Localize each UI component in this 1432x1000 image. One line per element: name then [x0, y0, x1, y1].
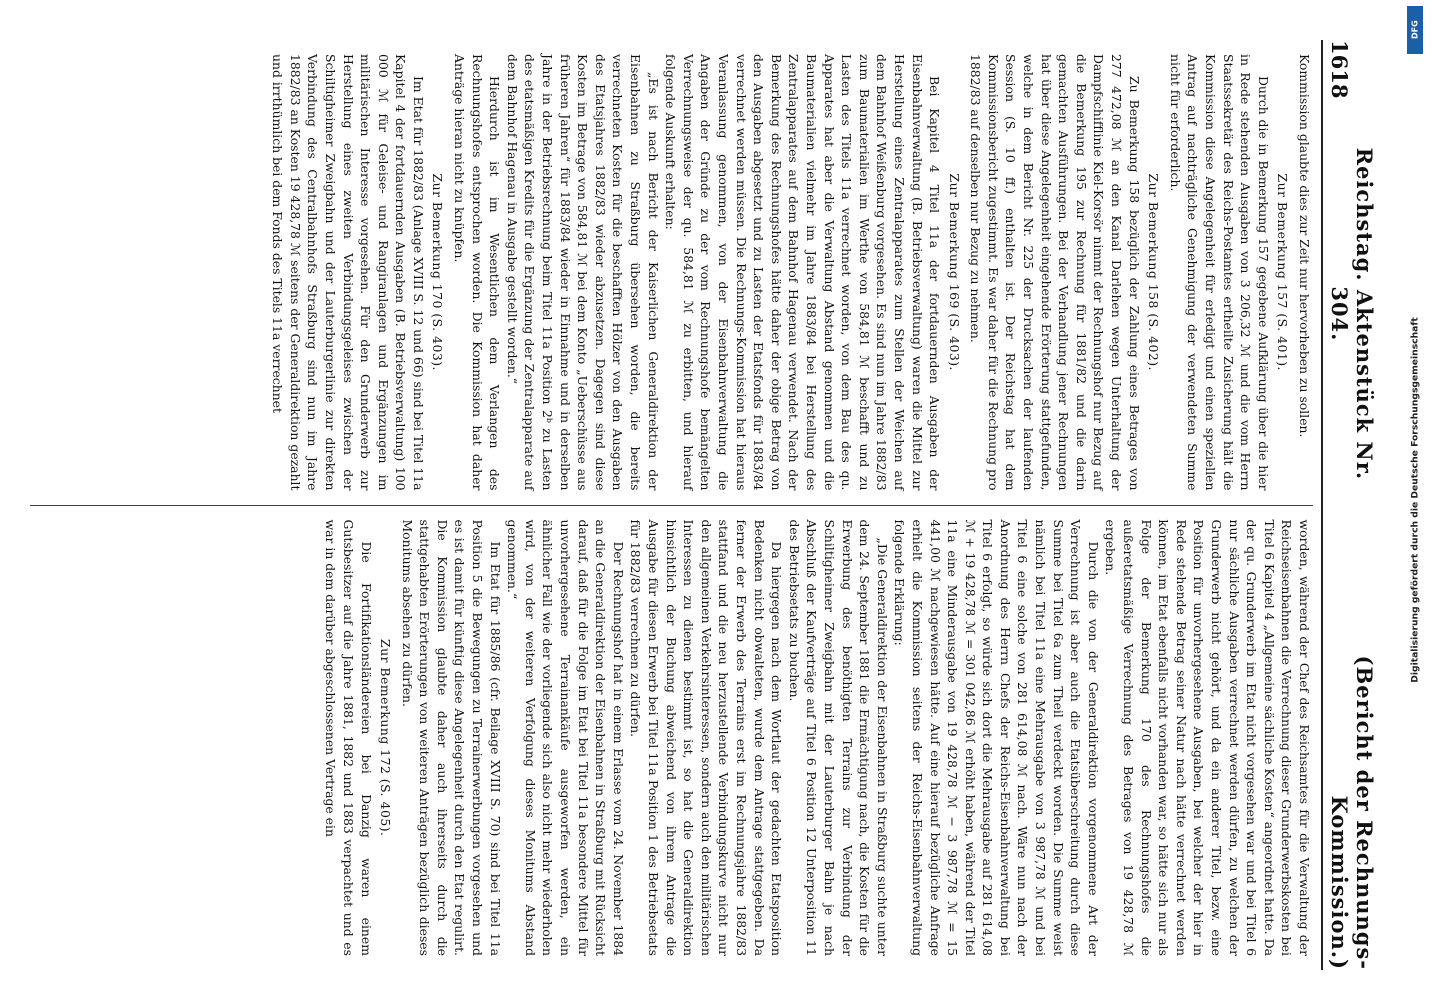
section-heading: Zur Bemerkung 169 (S. 403). [946, 173, 962, 371]
document-title: Reichstag. Aktenstück Nr. 304. [1327, 147, 1377, 481]
section-heading: Zur Bemerkung 172 (S. 405). [378, 638, 394, 837]
paragraph: Durch die in Bemerkung 157 gegebene Aufklärung über die hier in Rede stehenden Ausgaben von 3 206,32 ℳ und die vom Herrn Staatssekretär des Reichs-Postamtes ertheilte Zusicherung hält die Kommission diese Angelegenheit für erledigt und einen speziellen Antrag auf nachträgliche Genehmigung der verwendeten Summe nicht für erforderlich. [1167, 54, 1271, 491]
paragraph: Hierdurch ist im Wesentlichen dem Verlangen des Rechnungshofes entsprochen worden. Die Kommission hat daher Anträge hieran nicht zu knüpfen. [452, 54, 503, 491]
paragraph: Im Etat für 1885/86 (cfr. Beilage XVIII S. 70) sind bei Titel 11a Position 5 die Bewegungen zu Terrainerwerbungen vorgesehen und es ist damit für künftig diese Angelegenheit durch den Etat regulirt. Die Kommission glaubte daher auch ihrerseits durch die stattgehabten Erörterungen von weiteren Anträgen bezüglich dieses Monitums absehen zu dürfen. [399, 519, 503, 956]
paragraph: „Es ist nach Bericht der Kaiserlichen Generaldirektion der Eisenbahnen zu Straßburg übersehen worden, die bereits verrechneten Kosten für die beschafften Hölzer von den Ausgaben des Etatsjahres 1882/83 wieder abzusetzen. Dagegen sind diese Kosten im Betrage von 584,81 ℳ bei dem Konto „Ueberschüsse aus früheren Jahren“ für 1883/84 wieder in Einnahme und in derselben Jahre in der Betriebsrechnung beim Titel 11a Position 2ᵇ zu Lasten des etatsmäßigen Kredits für die Ergänzung der Zentralapparate auf dem Bahnhof Hagenau in Ausgabe gestellt worden.“ [504, 54, 661, 491]
paragraph: Durch die von der Generaldirektion vorgenommene Art der Verrechnung ist aber auch die Etatsüberschreitung durch diese Summe bei Titel 6a zum Theil verdeckt worden. Die Summe weist nämlich bei Titel 11a eine Mehrausgabe von 3 987,78 ℳ und bei Titel 6 eine solche von 281 614,08 ℳ nach. Wäre nun nach der Anordnung des Herrn Chefs der Reichs-Eisenbahnverwaltung bei Titel 6 erfolgt, so würde sich dort die Mehrausgabe auf 281 614,08 ℳ + 19 428,78 ℳ = 301 042,86 ℳ erhöht haben, während der Titel 11a eine Minderausgabe von 19 428,78 ℳ − 3 987,78 ℳ = 15 441,00 ℳ nachgewiesen hätte. Auf eine hierauf bezügliche Anfrage erhielt die Kommission seitens der Reichs-Eisenbahnverwaltung folgende Erklärung: [892, 519, 1101, 956]
section-heading: Zur Bemerkung 157 (S. 401). [1275, 173, 1291, 371]
paragraph: Die Fortifikationsländereien bei Danzig waren einem Gutsbesitzer auf die Jahre 1881, 1882 und 1883 verpachtet und es war in dem darüber abgeschlossenen Vertrage ein [323, 519, 374, 956]
paragraph: Zu Bemerkung 158 bezüglich der Zahlung eines Betrages von 277 472,08 ℳ an den Kanal Darlehen wegen Unterhaltung der Dampfschifflinie Kiel-Korsör nimmt der Rechnungshof nur Bezug auf die Bemerkung 195 zur Rechnung für 1881/82 und die darin gemachten Ausführungen. Bei der Verhandlung jener Rechnungen hat über diese Angelegenheit eingehende Erörterung stattgefunden, welche in dem Bericht Nr. 225 der Drucksachen der laufenden Session (S. 10 ff.) enthalten ist. Der Reichstag hat dem Kommissionsbericht zugestimmt. Es war daher für die Rechnung pro 1882/83 auf denselben nur Bezug zu nehmen. [968, 54, 1142, 491]
paragraph: Bei Kapitel 4 Titel 11a der fortdauernden Ausgaben der Eisenbahnverwaltung (B. Betriebsverwaltung) waren die Mittel zur Herstellung eines Zentralapparates zum Stellen der Weichen auf dem Bahnhof Weißenburg vorgesehen. Es sind nun im Jahre 1882/83 zum Baumaterialien im Werthe von 584,81 ℳ beschafft und zu Lasten des Titels 11a verrechnet worden, von dem Bau des qu. Apparates hat aber die Verwaltung Abstand genommen und die Baumaterialien vielmehr im Jahre 1883/84 bei Herstellung des Zentralapparates auf dem Bahnhof Hagenau verwendet. Nach der Bemerkung des Rechnungshofes hätte daher der obige Betrag von den Ausgaben abgesetzt und zu Lasten der Etatsfonds für 1883/84 verrechnet werden müssen. Die Rechnungs-Kommission hat hieraus Veranlassung genommen, von der Eisenbahnverwaltung die Angaben der Gründe zu der vom Rechnungshofe bemängelten Verrechnungsweise der qu. 584,81 ℳ zu erbitten, und hierauf folgende Auskunft erhalten: [663, 54, 943, 491]
text-columns [30, 40, 1313, 970]
paragraph: Da hiergegen nach dem Wortlaut der gedachten Etatsposition Bedenken nicht obwalteten, wurde dem Antrage stattgegeben. Da ferner der Erwerb des Terrains erst im Rechnungsjahre 1882/83 stattfand und die neu herzustellende Verbindungskurve nicht nur den allgemeinen Verkehrsinteressen, sondern auch den militärischen Interessen zu dienen bestimmt ist, so hat die Generaldirektion hinsichtlich der Buchung abweichend von ihrem Antrage die Ausgabe für diesen Erwerb bei Titel 11a Position 1 des Betriebsetats für 1882/83 verrechnen zu dürfen. [628, 519, 785, 956]
paragraph: Kommission glaubte dies zur Zeit nur hervorheben zu sollen. [1297, 54, 1312, 438]
paragraph: Im Etat für 1882/83 (Anlage XVIII S. 12 und 66) sind bei Titel 11a Kapitel 4 der fortdauernden Ausgaben (B. Betriebsverwaltung) 100 000 ℳ für Geleise- und Rangiranlagen und Ergänzungen im militärischen Interesse vorgesehen. Für den Grunderwerb zur Herstellung eines zweiten Verbindungsgeleises zwischen der Schiltigheimer Zweigbahn und der Lauterburgerlinie zur direkten Verbindung des Centralbahnhofs Straßburg sind nun im Jahre 1882/83 an Kosten 19 428,78 ℳ seitens der Generaldirektion gezahlt und irrthümlich bei dem Fonds des Titels 11a verrechnet [270, 54, 426, 491]
dfg-logo: DFG [1407, 6, 1423, 54]
credit-strip [1402, 0, 1428, 1000]
text-column-left [30, 40, 1313, 505]
paragraph: Der Rechnungshof hat in einem Erlasse vom 24. November 1884 an die Generaldirektion der Eisenbahnen in Straßburg mit Rücksicht darauf, daß für die Folge im Etat bei Titel 11a besondere Mittel für unvorhergesehene Terrainankäufe ausgeworfen werden, ein ähnlicher Fall wie der vorliegende sich also nicht mehr wiederholen wird, von der weiteren Verfolgung dieses Monitums Abstand genommen.“ [505, 519, 626, 956]
page-header [1321, 40, 1377, 970]
text-column-right [30, 505, 1313, 971]
paragraph: „Die Generaldirektion der Eisenbahnen in Straßburg suchte unter dem 24. September 1881 die Ermächtigung nach, die Kosten für die Erwerbung des benöthigten Terrains zur Verbindung der Schiltigheimer Zweigbahn mit der Lauterburger Bahn je nach Abschluß der Kaufverträge auf Titel 6 Position 12 Unterposition 11 des Betriebsetats zu buchen. [786, 519, 890, 956]
paragraph: worden, während der Chef des Reichsamtes für die Verwaltung der Reichseisenbahnen die Verrechnung dieser Grunderwerbskosten bei Titel 6 Kapitel 4 „Allgemeine sächliche Kosten“ angeordnet hatte. Da der qu. Grunderwerb im Etat nicht vorgesehen war und bei Titel 6 nur sächliche Ausgaben verrechnet werden dürfen, zu welchen der Grunderwerb nicht gehört, und da ein anderer Titel, bezw. eine Position für unvorhergesehene Ausgaben, bei welcher der hier in Rede stehende Betrag seiner Natur nach hätte verrechnet werden können, im Etat ebenfalls nicht vorhanden war, so hätte sich nur als Folge der Bemerkung 170 des Rechnungshofes die außeretatsmäßige Verrechnung des Betrages von 19 428,78 ℳ ergeben. [1103, 519, 1312, 956]
document-subtitle: (Bericht der Rechnungs-Kommission.) [1327, 655, 1377, 970]
page-number: 1618 [1327, 40, 1352, 99]
section-heading: Zur Bemerkung 170 (S. 403). [430, 173, 446, 371]
section-heading: Zur Bemerkung 158 (S. 402). [1146, 173, 1162, 371]
credit-text: Digitalisierung gefördert durch die Deutsche Forschungsgemeinschaft [1409, 317, 1421, 683]
